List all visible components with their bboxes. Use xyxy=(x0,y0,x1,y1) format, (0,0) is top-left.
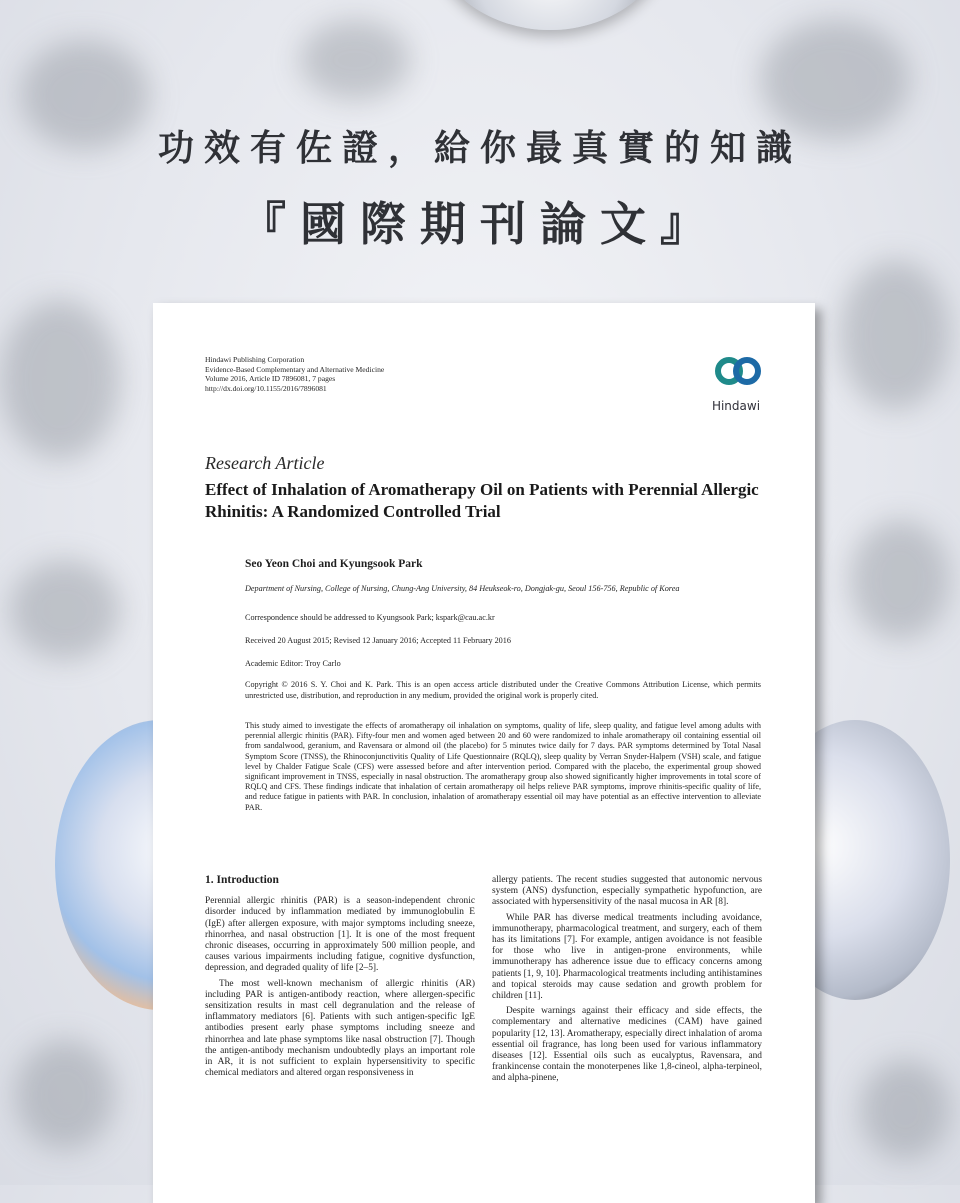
section-label: Research Article xyxy=(205,453,325,473)
background-droplet xyxy=(840,260,950,410)
body-paragraph: Despite warnings against their efficacy and side effects, the complementary and alternative medicines (CAM) have gained popularity [12, 13]. Aromatherapy, especially direct inhalation of aroma essential oil fragrance, has long been used for various inflammatory diseases [12]. Essential oils such as eucalyptus, Ravensara, and frankincense contain the monoterpenes like 1,8-cineol, alpha-terpineol, and alpha-pinene, xyxy=(492,1006,762,1084)
intro-heading: 1. Introduction xyxy=(205,874,279,886)
water-bubble-top xyxy=(430,0,670,30)
background-droplet xyxy=(860,1060,950,1160)
volume-line: Volume 2016, Article ID 7896081, 7 pages xyxy=(205,374,336,383)
background-droplet xyxy=(0,300,120,460)
hindawi-rings-icon xyxy=(711,353,767,393)
publisher-line: Hindawi Publishing Corporation xyxy=(205,355,305,364)
journal-line: Evidence-Based Complementary and Alternative Medicine xyxy=(205,364,385,374)
doi-line: http://dx.doi.org/10.1155/2016/7896081 xyxy=(205,383,327,393)
body-paragraph: allergy patients. The recent studies suggested that autonomic nervous system (ANS) dysfunction, especially sympathetic hypofunction, are associated with hypersensitivity of the nasal mucosa in AR [8]. xyxy=(492,875,762,908)
authors: Seo Yeon Choi and Kyungsook Park xyxy=(245,558,423,570)
journal-paper-page xyxy=(153,303,815,1203)
abstract: This study aimed to investigate the effects of aromatherapy oil inhalation on symptoms, quality of life, sleep quality, and fatigue level among adults with perennial allergic rhinitis (PAR). Fifty-four men and women aged between 20 and 60 were randomized to inhale aromatherapy oil containing essential oil from sandalwood, geranium, and Ravensara or almond oil (the placebo) for 5 minutes twice daily for 7 days. PAR symptoms determined by Total Nasal Symptom Score (TNSS), the Rhinoconjunctivitis Quality of Life Questionnaire (RQLQ), sleep quality by Verran Snyder-Halpern (VSH) scale, and fatigue level by Chalder Fatigue Scale (CFS) were assessed before and after intervention period. Compared with the placebo, the experimental group showed significant improvement in TNSS, especially in nasal obstruction. The aromatherapy group also showed significantly higher improvements in total score of RQLQ and CFS. These findings indicate that inhalation of certain aromatherapy oil helps relieve PAR symptoms, improve rhinitis-specific quality of life, and reduce fatigue in patients with PAR. In conclusion, inhalation of aromatherapy essential oil may have potential as an effective intervention to alleviate PAR. xyxy=(245,721,761,812)
background-droplet xyxy=(15,1040,115,1150)
right-column xyxy=(492,875,762,1089)
affiliation: Department of Nursing, College of Nursing, Chung-Ang University, 84 Heukseok-ro, Dongjak-gu, Seoul 156-756, Republic of Korea xyxy=(245,584,680,593)
hindawi-logo xyxy=(701,353,771,423)
logo-text: Hindawi xyxy=(711,399,761,413)
paper-title: Effect of Inhalation of Aromatherapy Oil on Patients with Perennial Allergic Rhinitis: A Randomized Controlled Trial xyxy=(205,480,759,521)
academic-editor: Academic Editor: Troy Carlo xyxy=(245,659,341,668)
body-paragraph: While PAR has diverse medical treatments including avoidance, immunotherapy, pharmacological treatment, and surgery, each of them has its limitations [7]. For example, antigen avoidance is not feasible for those who live in antigen-prone environments, while immunotherapy has adherence issue due to efficacy concerns among patients [1, 9, 10]. Pharmacological treatments including antihistamines and topical steroids may cause sedation and growth problem for children [11]. xyxy=(492,912,762,1002)
body-paragraph: Perennial allergic rhinitis (PAR) is a season-independent chronic disorder induced by inflammation mediated by immunoglobulin E (IgE) after allergen exposure, with major symptoms including sneeze, rhinorrhea, and nasal obstruction [1]. It is one of the most frequent chronic diseases, occurring in approximately 500 million people, and causes various impairments including fatigue, cognitive dysfunction, depression, and degraded quality of life [2–5]. xyxy=(205,896,475,974)
received-dates: Received 20 August 2015; Revised 12 January 2016; Accepted 11 February 2016 xyxy=(245,636,511,645)
copyright-notice: Copyright © 2016 S. Y. Choi and K. Park. This is an open access article distributed under the Creative Commons Attribution License, which permits unrestricted use, distribution, and reproduction in any medium, provided the original work is properly cited. xyxy=(245,680,761,700)
correspondence: Correspondence should be addressed to Kyungsook Park; kspark@cau.ac.kr xyxy=(245,613,495,622)
background-droplet xyxy=(300,20,410,100)
left-column xyxy=(205,875,475,1083)
background-droplet xyxy=(850,520,950,640)
headline-primary: 功效有佐證，給你最真實的知識 xyxy=(157,128,802,169)
publisher-info xyxy=(205,355,384,393)
body-paragraph: The most well-known mechanism of allergic rhinitis (AR) including PAR is antigen-antibody reaction, where allergen-specific sensitization results in mast cell degranulation and the release of inflammatory mediators [6]. Patients with such antigen-specific IgE antibodies present early phase symptoms including sneeze and rhinorrhea and late phase symptoms like nasal obstruction [7]. Though the antigen-antibody mechanism undoubtedly plays an important role in AR, it is not sufficient to explain hypersensitivity to specific chemical mediators and altered organ responsiveness in xyxy=(205,978,475,1079)
headline-secondary: 『國際期刊論文』 xyxy=(240,197,720,251)
background-droplet xyxy=(10,560,120,660)
